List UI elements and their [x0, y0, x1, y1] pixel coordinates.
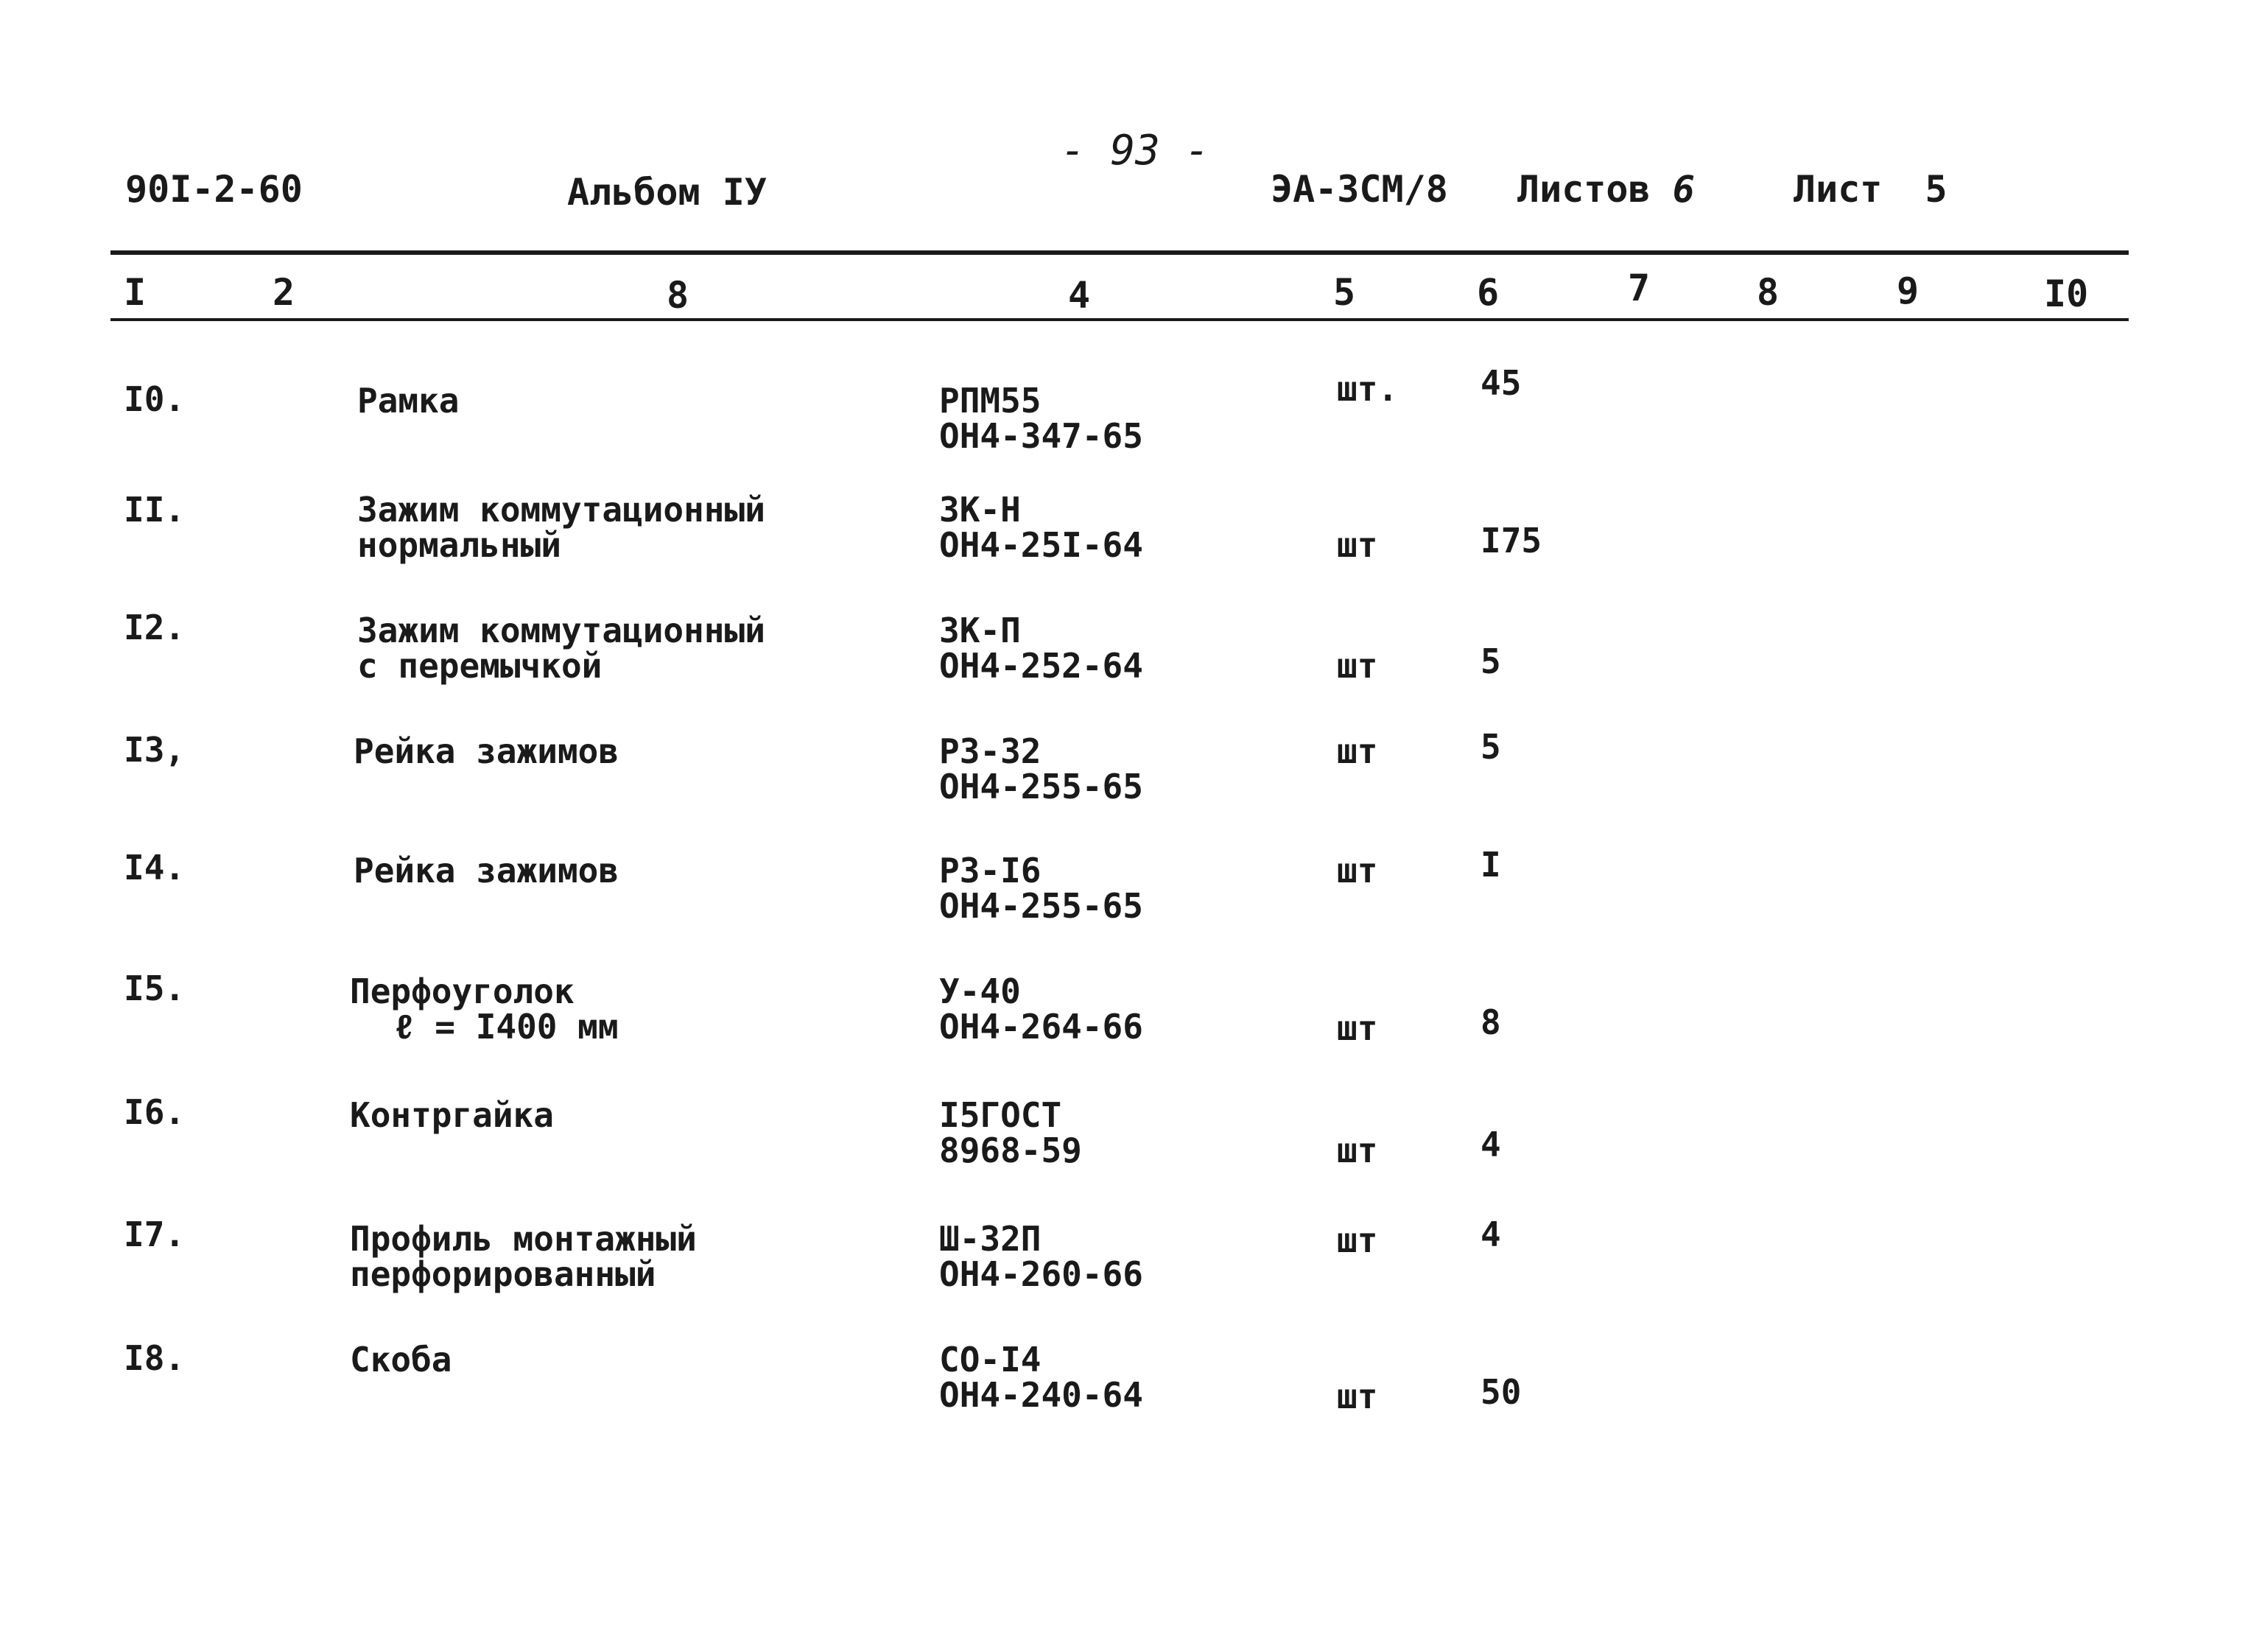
sheet-value: 5 [1925, 168, 1947, 211]
item-mark: ЗК-П ОН4-252-64 [939, 611, 1143, 686]
item-name: Зажим коммутационный нормальный [357, 490, 765, 565]
row-number: I2. [124, 608, 186, 647]
column-header-5: 5 [1333, 271, 1356, 314]
sheets-value: 6 [1672, 168, 1695, 211]
column-header-10: I0 [2044, 273, 2089, 315]
item-name: Зажим коммутационный с перемычкой [357, 611, 765, 686]
column-header-3: 8 [667, 274, 689, 317]
row-number: I5. [124, 969, 186, 1008]
page-number: - 93 - [1061, 127, 1210, 175]
item-mark: I5ГОСТ 8968-59 [939, 1095, 1082, 1170]
document-code: 90I-2-60 [125, 168, 303, 211]
item-unit: шт. [1337, 369, 1399, 409]
item-mark: РЗ-I6 ОН4-255-65 [939, 851, 1143, 926]
column-header-4: 4 [1068, 274, 1091, 317]
row-number: I8. [124, 1338, 186, 1378]
item-name: Контргайка [350, 1095, 554, 1135]
item-unit: шт [1337, 1220, 1378, 1260]
item-unit: шт [1337, 731, 1378, 771]
item-quantity: 50 [1481, 1372, 1522, 1412]
item-name: Профиль монтажный перфорированный [350, 1219, 697, 1294]
item-mark: РЗ-32 ОН4-255-65 [939, 731, 1143, 806]
sheet-number [1794, 168, 1947, 211]
item-mark: СО-I4 ОН4-240-64 [939, 1340, 1143, 1415]
item-quantity: 45 [1481, 363, 1522, 403]
item-mark: У-40 ОН4-264-66 [939, 971, 1143, 1047]
header-rule-top [110, 250, 2129, 255]
item-quantity: I [1481, 845, 1501, 885]
sheet-label: Лист [1794, 168, 1883, 211]
item-name: Рамка [357, 381, 460, 421]
item-quantity: 8 [1481, 1002, 1501, 1042]
item-mark: Ш-32П ОН4-260-66 [939, 1219, 1143, 1294]
sheets-label: Листов [1517, 168, 1651, 211]
column-header-1: I [124, 271, 147, 314]
item-unit: шт [1337, 646, 1378, 686]
item-mark: ЗК-Н ОН4-25I-64 [939, 490, 1143, 565]
row-number: II. [124, 490, 186, 530]
item-name: Рейка зажимов [354, 731, 619, 771]
column-header-8: 8 [1757, 271, 1780, 314]
row-number: I3, [124, 730, 186, 770]
album-label: Альбом IУ [567, 171, 767, 214]
row-number: I6. [124, 1092, 186, 1132]
column-header-2: 2 [273, 271, 295, 314]
row-number: I4. [124, 848, 186, 887]
item-unit: шт [1337, 525, 1378, 565]
doc-id: ЭА-ЗСМ/8 [1271, 168, 1448, 211]
row-number: I7. [124, 1215, 186, 1254]
item-unit: шт [1337, 1131, 1378, 1170]
row-number: I0. [124, 379, 186, 419]
header-rule-bottom [110, 318, 2129, 321]
item-quantity: 5 [1481, 642, 1501, 681]
column-header-7: 7 [1628, 267, 1651, 309]
item-quantity: 5 [1481, 727, 1501, 767]
item-unit: шт [1337, 1008, 1378, 1048]
item-name: Перфоуголок ℓ = I400 мм [350, 971, 619, 1047]
column-header-9: 9 [1897, 270, 1919, 312]
item-mark: РПМ55 ОН4-347-65 [939, 381, 1143, 456]
item-quantity: 4 [1481, 1215, 1501, 1254]
item-name: Скоба [350, 1340, 452, 1379]
sheets-count [1517, 168, 1695, 211]
item-unit: шт [1337, 851, 1378, 890]
item-unit: шт [1337, 1377, 1378, 1416]
column-header-6: 6 [1477, 271, 1500, 314]
item-quantity: 4 [1481, 1125, 1501, 1164]
item-quantity: I75 [1481, 521, 1542, 560]
item-name: Рейка зажимов [354, 851, 619, 890]
